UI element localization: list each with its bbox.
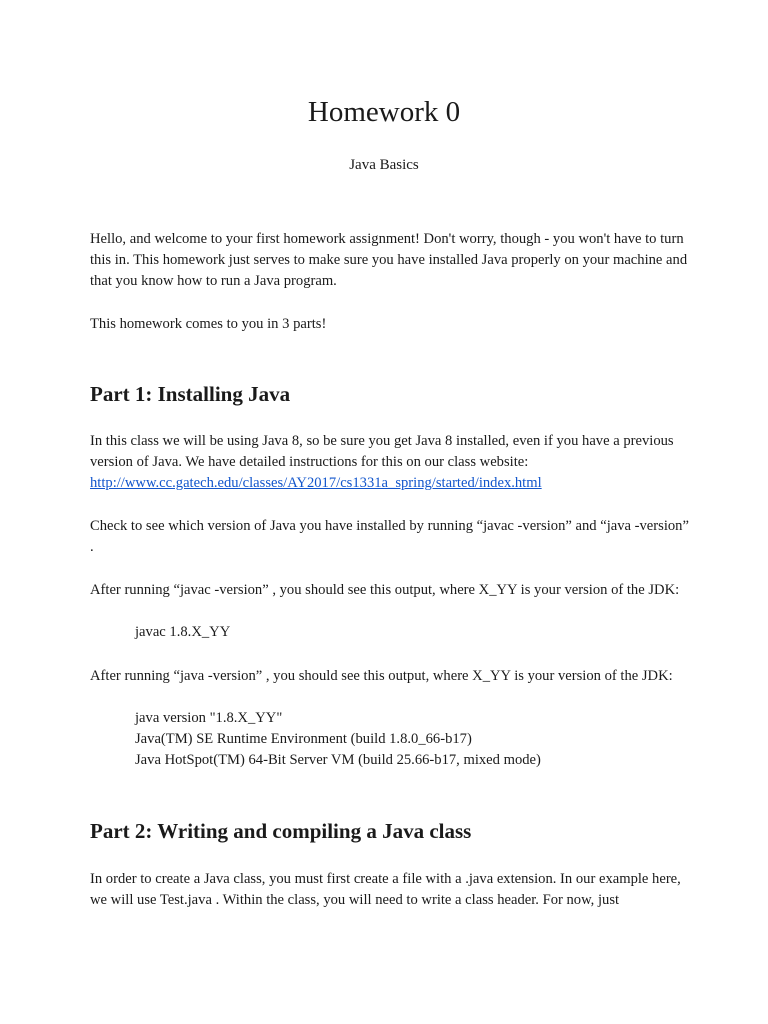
- part1-paragraph-1-text: In this class we will be using Java 8, so be sure you get Java 8 installed, even if you have a previous version of Java. We have detailed instructions for this on our class website:: [90, 433, 674, 471]
- document-title: Homework 0: [307, 96, 461, 128]
- part1-paragraph-4: After running “java -version” , you should see this output, where X_YY is your version of the JDK:: [90, 668, 673, 684]
- part1-paragraph-2: Check to see which version of Java you have installed by running “javac -version” and “java -version” .: [90, 518, 689, 556]
- part1-heading: Part 1: Installing Java: [90, 382, 291, 406]
- java-output-line-1: java version "1.8.X_YY": [135, 710, 283, 726]
- part1-paragraph-1: [90, 431, 690, 495]
- javac-output-line: javac 1.8.X_YY: [135, 624, 231, 640]
- java-output-line-3: Java HotSpot(TM) 64-Bit Server VM (build 25.66-b17, mixed mode): [135, 752, 541, 768]
- part1-paragraph-3: After running “javac -version” , you should see this output, where X_YY is your version of the JDK:: [90, 582, 680, 598]
- intro-paragraph: Hello, and welcome to your first homework assignment! Don't worry, though - you won't have to turn this in. This homework just serves to make sure you have installed Java properly on your machine and that you know how to run a Java program.: [90, 231, 688, 290]
- document-subtitle: Java Basics: [349, 157, 419, 173]
- class-website-link[interactable]: http://www.cc.gatech.edu/classes/AY2017/cs1331a_spring/started/index.html: [90, 475, 542, 492]
- parts-note: This homework comes to you in 3 parts!: [90, 316, 327, 332]
- java-output-line-2: Java(TM) SE Runtime Environment (build 1.8.0_66-b17): [135, 731, 472, 747]
- part2-heading: Part 2: Writing and compiling a Java class: [90, 819, 472, 843]
- part2-paragraph-1: In order to create a Java class, you must first create a file with a .java extension. In our example here, we will use Test.java . Within the class, you will need to write a class header. For now, just: [90, 871, 681, 909]
